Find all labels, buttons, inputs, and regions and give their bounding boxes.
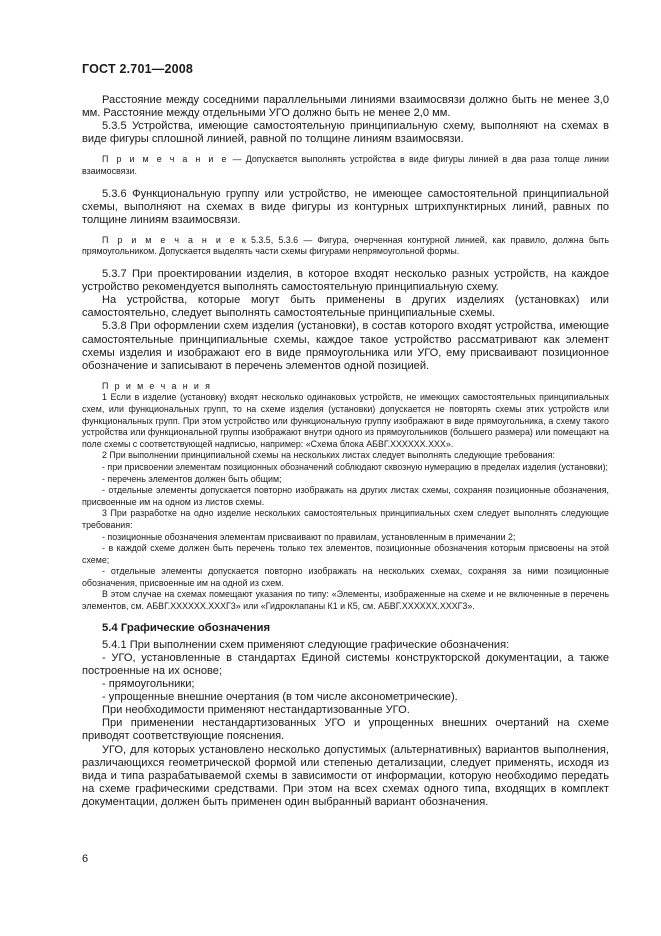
- note-item-2c: - отдельные элементы допускается повторно изображать на других листах схемы, сохраняя позиционные обозначения, присвоенные им на одном из листов схемы.: [82, 485, 609, 507]
- paragraph-independent-schemes: На устройства, которые могут быть применены в других изделиях (установках) или самостоятельно, следует выполнять самостоятельные принципиальные схемы.: [82, 294, 609, 320]
- paragraph-nonstandard-ugo: При необходимости применяют нестандартизованные УГО.: [102, 704, 410, 717]
- note-item-3a: - позиционные обозначения элементам присваивают по правилам, установленным в примечании 2;: [102, 531, 516, 542]
- note-item-3: 3 При разработке на одно изделие нескольких самостоятельных принципиальных схем следует выполнять следующие требования:: [82, 508, 609, 530]
- notes-heading: П р и м е ч а н и я: [102, 380, 212, 391]
- clause-5-3-8: 5.3.8 При оформлении схем изделия (установки), в состав которого входят устройства, имеющие самостоятельные принципиальные схемы, каждое такое устройство рассматривают как элемент схемы изделия и изображают его в виде прямоугольника или УГО, ему присваивают позиционное обозначение и записывают в перечень элементов одной позицией.: [82, 320, 609, 372]
- list-item-rectangles: - прямоугольники;: [102, 678, 195, 691]
- clause-5-3-7: 5.3.7 При проектировании изделия, в которое входят несколько разных устройств, на каждое устройство рекомендуется выполнять самостоятельную принципиальную схему.: [82, 268, 609, 294]
- document-header: ГОСТ 2.701—2008: [82, 62, 194, 76]
- note-item-4: В этом случае на схемах помещают указания по типу: «Элементы, изображенные на схеме и не включенные в перечень элементов, см. АБВГ.ХХХХХХ.ХХХГ3» или «Гидроклапаны К1 и К5, см. АБВГ.ХХХХХХ.ХХХГ3».: [82, 589, 609, 612]
- note-5-3-5: [82, 154, 609, 177]
- section-heading-5-4: 5.4 Графические обозначения: [102, 621, 271, 634]
- note-label: П р и м е ч а н и е: [102, 234, 237, 245]
- clause-5-4-1: 5.4.1 При выполнении схем применяют следующие графические обозначения:: [102, 638, 510, 651]
- note-item-2a: - при присвоении элементам позиционных обозначений соблюдают сквозную нумерацию в пределах изделия (установки);: [102, 461, 608, 472]
- list-item-outlines: - упрощенные внешние очертания (в том числе аксонометрические).: [102, 691, 458, 704]
- note-text: — Допускается выполнять устройства в виде фигуры линией в два раза толще линии взаимосвязи.: [82, 154, 609, 176]
- note-label: П р и м е ч а н и е: [102, 154, 229, 165]
- note-item-2b: - перечень элементов должен быть общим;: [102, 473, 282, 484]
- page-number: 6: [82, 853, 89, 865]
- clause-5-3-6: 5.3.6 Функциональную группу или устройство, не имеющее самостоятельной принципиальной схемы, выполняют на схемах в виде фигуры из контурных штрихпунктирных линий, равных по толщине линиям взаимосвязи.: [82, 187, 609, 226]
- paragraph-explanations: При применении нестандартизованных УГО и упрощенных внешних очертаний на схеме приводят соответствующие пояснения.: [82, 717, 609, 743]
- note-text: к 5.3.5, 5.3.6 — Фигура, очерченная контурной линией, как правило, должна быть прямоугольником. Допускается выделять части схемы фигурами непрямоугольной формы.: [82, 234, 609, 257]
- clause-5-3-5: 5.3.5 Устройства, имеющие самостоятельную принципиальную схему, выполняют на схемах в виде фигуры сплошной линией, равной по толщине линиям взаимосвязи.: [82, 120, 609, 146]
- list-item-ugo: - УГО, установленные в стандартах Единой системы конструкторской документации, а также построенные на их основе;: [82, 651, 609, 677]
- note-item-3b: - в каждой схеме должен быть перечень только тех элементов, позиционные обозначения которым присвоены на этой схеме;: [82, 543, 609, 565]
- note-item-3c: - отдельные элементы допускается повторно изображать на нескольких схемах, сохраняя за ними позиционные обозначения, присвоенные им на одной из схем.: [82, 566, 609, 588]
- page-content: [82, 94, 609, 809]
- paragraph-line-spacing: Расстояние между соседними параллельными линиями взаимосвязи должно быть не менее 3,0 мм. Расстояние между отдельными УГО должно быть не менее 2,0 мм.: [82, 94, 609, 120]
- paragraph-alternative-variants: УГО, для которых установлено несколько допустимых (альтернативных) вариантов выполнения, различающихся геометрической формой или степенью детализации, следует применять, исходя из вида и типа разрабатываемой схемы в зависимости от информации, которую необходимо передать на схеме графическими средствами. При этом на всех схемах одного типа, входящих в комплект документации, должен быть применен один выбранный вариант обозначения.: [82, 743, 609, 808]
- note-item-1: 1 Если в изделие (установку) входят несколько одинаковых устройств, не имеющих самостоятельных принципиальных схем, или функциональных групп, то на схеме изделия (установки) допускается не повторять схемы этих устройств или функциональных групп. При этом устройство или функциональную группу изображают в виде прямоугольника, а схему такого устройства или функциональной группы изображают внутри одного из прямоугольников (большего размера) или помещают на поле схемы с соответствующей надписью, например: «Схема блока АБВГ.ХХХХХХ.ХХХ».: [82, 392, 609, 449]
- note-item-2: 2 При выполнении принципиальной схемы на нескольких листах следует выполнять следующие требования:: [102, 450, 555, 461]
- note-5-3-6: [82, 235, 609, 258]
